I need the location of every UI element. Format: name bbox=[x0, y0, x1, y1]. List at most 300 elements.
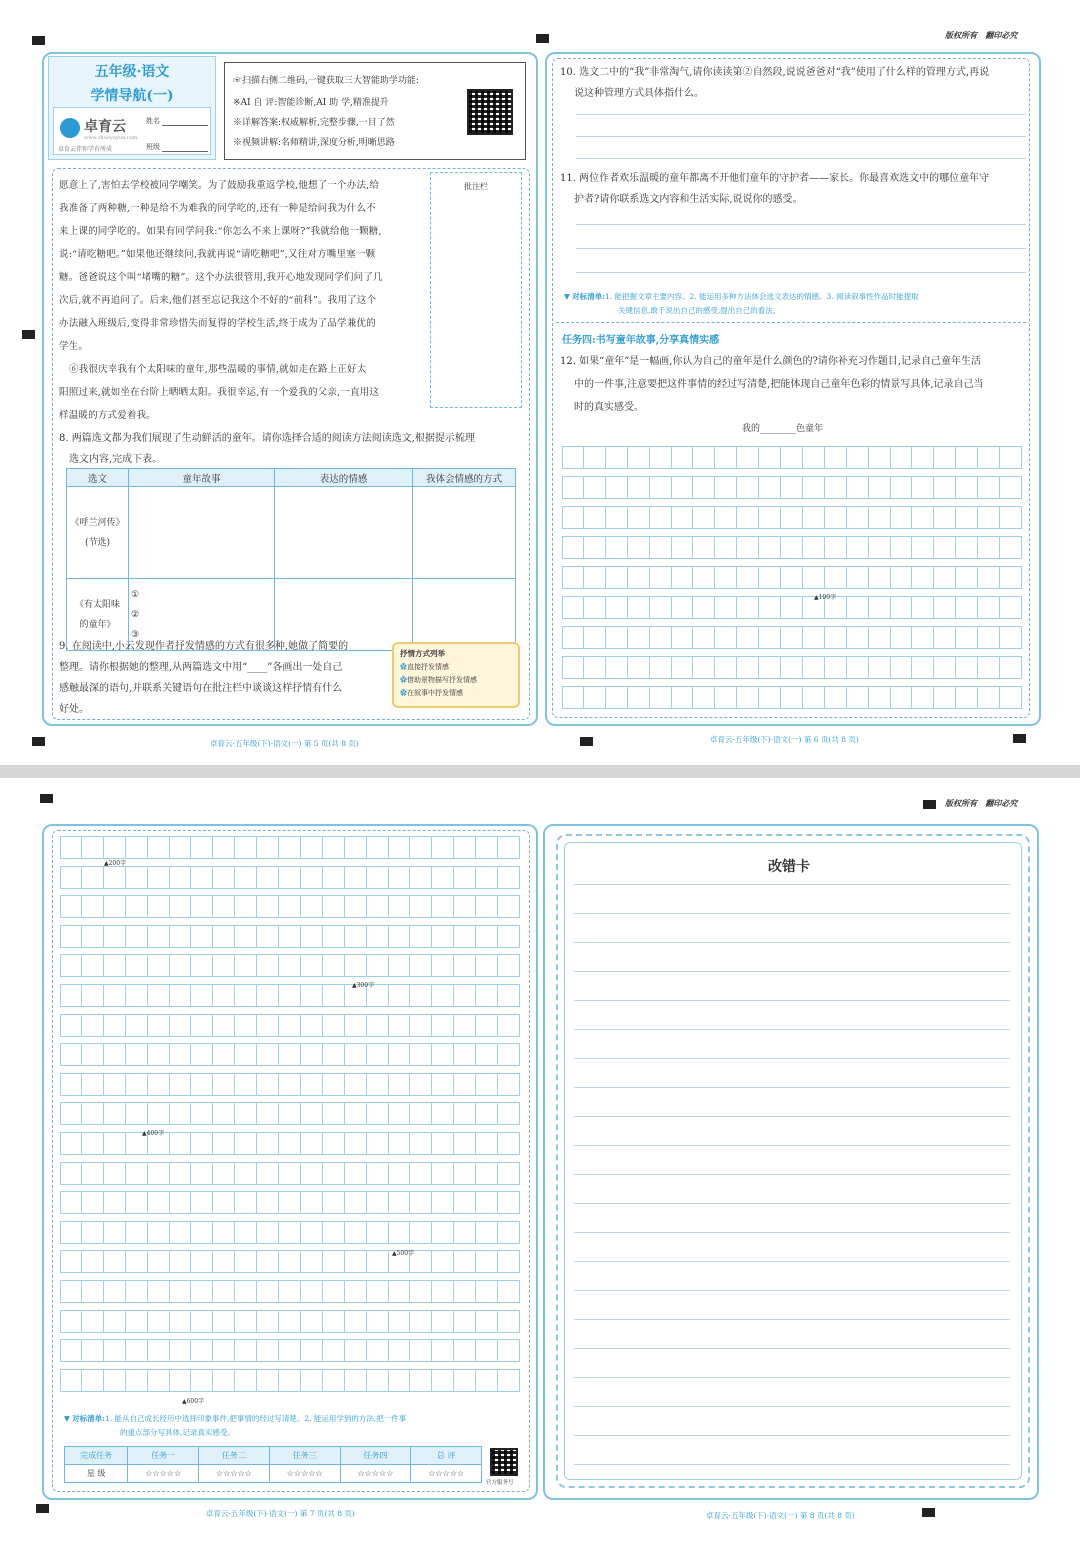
grid-cell[interactable] bbox=[323, 836, 345, 859]
star-rating[interactable]: ☆☆☆☆☆ bbox=[340, 1465, 411, 1483]
grid-cell[interactable] bbox=[257, 1339, 279, 1362]
grid-cell[interactable] bbox=[584, 566, 606, 589]
grid-cell[interactable] bbox=[389, 1191, 411, 1214]
grid-cell[interactable] bbox=[279, 925, 301, 948]
grid-cell[interactable] bbox=[759, 566, 781, 589]
grid-cell[interactable] bbox=[213, 1043, 235, 1066]
grid-cell[interactable] bbox=[104, 1369, 126, 1392]
grid-cell[interactable] bbox=[956, 686, 978, 709]
grid-cell[interactable] bbox=[301, 984, 323, 1007]
grid-cell[interactable] bbox=[803, 626, 825, 649]
grid-cell[interactable] bbox=[869, 476, 891, 499]
grid-cell[interactable] bbox=[562, 446, 584, 469]
grid-cell[interactable] bbox=[454, 1043, 476, 1066]
grid-cell[interactable] bbox=[82, 954, 104, 977]
grid-cell[interactable] bbox=[825, 506, 847, 529]
grid-cell[interactable] bbox=[235, 1102, 257, 1125]
grid-cell[interactable] bbox=[301, 895, 323, 918]
grid-cell[interactable] bbox=[82, 1280, 104, 1303]
grid-cell[interactable] bbox=[104, 895, 126, 918]
grid-cell[interactable] bbox=[82, 895, 104, 918]
grid-cell[interactable] bbox=[432, 836, 454, 859]
grid-cell[interactable] bbox=[650, 596, 672, 619]
grid-cell[interactable] bbox=[126, 866, 148, 889]
grid-cell[interactable] bbox=[759, 536, 781, 559]
grid-cell[interactable] bbox=[170, 925, 192, 948]
grid-cell[interactable] bbox=[279, 836, 301, 859]
grid-cell[interactable] bbox=[213, 1132, 235, 1155]
grid-cell[interactable] bbox=[869, 446, 891, 469]
grid-cell[interactable] bbox=[257, 984, 279, 1007]
grid-cell[interactable] bbox=[213, 895, 235, 918]
grid-cell[interactable] bbox=[650, 626, 672, 649]
grid-cell[interactable] bbox=[432, 1043, 454, 1066]
grid-cell[interactable] bbox=[606, 656, 628, 679]
grid-cell[interactable] bbox=[301, 1369, 323, 1392]
grid-cell[interactable] bbox=[628, 686, 650, 709]
grid-cell[interactable] bbox=[934, 656, 956, 679]
grid-cell[interactable] bbox=[454, 1369, 476, 1392]
grid-cell[interactable] bbox=[476, 1250, 498, 1273]
answer-line[interactable] bbox=[576, 158, 1026, 159]
grid-cell[interactable] bbox=[891, 596, 913, 619]
grid-cell[interactable] bbox=[956, 506, 978, 529]
grid-cell[interactable] bbox=[345, 954, 367, 977]
grid-cell[interactable] bbox=[60, 1102, 82, 1125]
grid-cell[interactable] bbox=[803, 536, 825, 559]
grid-cell[interactable] bbox=[213, 1221, 235, 1244]
grid-cell[interactable] bbox=[628, 656, 650, 679]
grid-cell[interactable] bbox=[126, 1043, 148, 1066]
grid-cell[interactable] bbox=[213, 925, 235, 948]
grid-cell[interactable] bbox=[367, 1162, 389, 1185]
grid-cell[interactable] bbox=[60, 925, 82, 948]
grid-cell[interactable] bbox=[562, 686, 584, 709]
grid-cell[interactable] bbox=[628, 626, 650, 649]
grid-cell[interactable] bbox=[978, 686, 1000, 709]
grid-cell[interactable] bbox=[606, 446, 628, 469]
grid-cell[interactable] bbox=[82, 1162, 104, 1185]
grid-cell[interactable] bbox=[781, 506, 803, 529]
grid-cell[interactable] bbox=[191, 984, 213, 1007]
grid-cell[interactable] bbox=[891, 476, 913, 499]
grid-cell[interactable] bbox=[213, 954, 235, 977]
grid-cell[interactable] bbox=[978, 536, 1000, 559]
grid-cell[interactable] bbox=[367, 1043, 389, 1066]
grid-cell[interactable] bbox=[759, 596, 781, 619]
grid-cell[interactable] bbox=[104, 866, 126, 889]
grid-cell[interactable] bbox=[60, 836, 82, 859]
grid-cell[interactable] bbox=[367, 1221, 389, 1244]
grid-cell[interactable] bbox=[389, 954, 411, 977]
grid-cell[interactable] bbox=[213, 984, 235, 1007]
grid-cell[interactable] bbox=[956, 476, 978, 499]
grid-cell[interactable] bbox=[803, 506, 825, 529]
grid-cell[interactable] bbox=[279, 984, 301, 1007]
grid-cell[interactable] bbox=[170, 1162, 192, 1185]
grid-cell[interactable] bbox=[170, 1102, 192, 1125]
grid-cell[interactable] bbox=[301, 1073, 323, 1096]
grid-cell[interactable] bbox=[432, 1221, 454, 1244]
grid-cell[interactable] bbox=[410, 1073, 432, 1096]
grid-cell[interactable] bbox=[650, 686, 672, 709]
grid-cell[interactable] bbox=[82, 866, 104, 889]
grid-cell[interactable] bbox=[148, 1191, 170, 1214]
grid-cell[interactable] bbox=[104, 1280, 126, 1303]
grid-cell[interactable] bbox=[869, 506, 891, 529]
grid-cell[interactable] bbox=[170, 1073, 192, 1096]
grid-cell[interactable] bbox=[562, 626, 584, 649]
grid-cell[interactable] bbox=[978, 566, 1000, 589]
grid-cell[interactable] bbox=[389, 895, 411, 918]
grid-cell[interactable] bbox=[235, 836, 257, 859]
grid-cell[interactable] bbox=[934, 566, 956, 589]
grid-cell[interactable] bbox=[345, 1102, 367, 1125]
grid-cell[interactable] bbox=[60, 1191, 82, 1214]
grid-cell[interactable] bbox=[148, 954, 170, 977]
grid-cell[interactable] bbox=[1000, 626, 1022, 649]
grid-cell[interactable] bbox=[693, 536, 715, 559]
grid-cell[interactable] bbox=[825, 626, 847, 649]
grid-cell[interactable] bbox=[584, 626, 606, 649]
grid-cell[interactable] bbox=[1000, 536, 1022, 559]
grid-cell[interactable] bbox=[82, 1221, 104, 1244]
grid-cell[interactable] bbox=[454, 1132, 476, 1155]
grid-cell[interactable] bbox=[389, 1014, 411, 1037]
grid-cell[interactable] bbox=[323, 925, 345, 948]
correction-line[interactable] bbox=[574, 1232, 1010, 1233]
grid-cell[interactable] bbox=[60, 895, 82, 918]
grid-cell[interactable] bbox=[432, 1310, 454, 1333]
grid-cell[interactable] bbox=[628, 536, 650, 559]
grid-cell[interactable] bbox=[257, 836, 279, 859]
correction-line[interactable] bbox=[574, 913, 1010, 914]
grid-cell[interactable] bbox=[389, 866, 411, 889]
grid-cell[interactable] bbox=[104, 1339, 126, 1362]
grid-cell[interactable] bbox=[498, 1339, 520, 1362]
grid-cell[interactable] bbox=[410, 866, 432, 889]
grid-cell[interactable] bbox=[148, 1162, 170, 1185]
grid-cell[interactable] bbox=[410, 1310, 432, 1333]
grid-cell[interactable] bbox=[126, 1339, 148, 1362]
grid-cell[interactable] bbox=[693, 626, 715, 649]
grid-cell[interactable] bbox=[847, 596, 869, 619]
grid-cell[interactable] bbox=[60, 1280, 82, 1303]
grid-cell[interactable] bbox=[148, 1310, 170, 1333]
grid-cell[interactable] bbox=[454, 1162, 476, 1185]
grid-cell[interactable] bbox=[279, 1369, 301, 1392]
grid-cell[interactable] bbox=[323, 1073, 345, 1096]
grid-cell[interactable] bbox=[60, 866, 82, 889]
grid-cell[interactable] bbox=[672, 596, 694, 619]
grid-cell[interactable] bbox=[759, 476, 781, 499]
grid-cell[interactable] bbox=[213, 1339, 235, 1362]
grid-cell[interactable] bbox=[170, 1310, 192, 1333]
grid-cell[interactable] bbox=[476, 836, 498, 859]
grid-cell[interactable] bbox=[410, 1280, 432, 1303]
grid-cell[interactable] bbox=[432, 984, 454, 1007]
grid-cell[interactable] bbox=[498, 895, 520, 918]
grid-cell[interactable] bbox=[454, 954, 476, 977]
grid-cell[interactable] bbox=[148, 925, 170, 948]
grid-cell[interactable] bbox=[803, 476, 825, 499]
grid-cell[interactable] bbox=[104, 1250, 126, 1273]
grid-cell[interactable] bbox=[825, 446, 847, 469]
grid-cell[interactable] bbox=[715, 626, 737, 649]
grid-cell[interactable] bbox=[213, 1162, 235, 1185]
grid-cell[interactable] bbox=[301, 866, 323, 889]
grid-cell[interactable] bbox=[257, 1191, 279, 1214]
grid-cell[interactable] bbox=[367, 1369, 389, 1392]
grid-cell[interactable] bbox=[82, 1102, 104, 1125]
grid-cell[interactable] bbox=[476, 1221, 498, 1244]
grid-cell[interactable] bbox=[934, 476, 956, 499]
grid-cell[interactable] bbox=[60, 1043, 82, 1066]
grid-cell[interactable] bbox=[410, 836, 432, 859]
grid-cell[interactable] bbox=[672, 686, 694, 709]
grid-cell[interactable] bbox=[476, 895, 498, 918]
grid-cell[interactable] bbox=[279, 866, 301, 889]
grid-cell[interactable] bbox=[781, 446, 803, 469]
grid-cell[interactable] bbox=[126, 1102, 148, 1125]
grid-cell[interactable] bbox=[606, 476, 628, 499]
grid-cell[interactable] bbox=[82, 1191, 104, 1214]
grid-cell[interactable] bbox=[279, 895, 301, 918]
grid-cell[interactable] bbox=[715, 686, 737, 709]
grid-cell[interactable] bbox=[191, 1310, 213, 1333]
grid-cell[interactable] bbox=[869, 656, 891, 679]
grid-cell[interactable] bbox=[847, 446, 869, 469]
grid-cell[interactable] bbox=[389, 984, 411, 1007]
correction-line[interactable] bbox=[574, 1058, 1010, 1059]
grid-cell[interactable] bbox=[170, 895, 192, 918]
answer-cell[interactable]: ① ② ③ bbox=[129, 579, 275, 651]
grid-cell[interactable] bbox=[606, 596, 628, 619]
grid-cell[interactable] bbox=[235, 1221, 257, 1244]
answer-cell[interactable] bbox=[413, 579, 516, 651]
grid-cell[interactable] bbox=[235, 925, 257, 948]
grid-cell[interactable] bbox=[191, 1221, 213, 1244]
grid-cell[interactable] bbox=[693, 566, 715, 589]
grid-cell[interactable] bbox=[432, 1369, 454, 1392]
grid-cell[interactable] bbox=[956, 446, 978, 469]
grid-cell[interactable] bbox=[257, 895, 279, 918]
grid-cell[interactable] bbox=[410, 1221, 432, 1244]
grid-cell[interactable] bbox=[257, 1162, 279, 1185]
grid-cell[interactable] bbox=[257, 1102, 279, 1125]
grid-cell[interactable] bbox=[737, 626, 759, 649]
grid-cell[interactable] bbox=[410, 1339, 432, 1362]
grid-cell[interactable] bbox=[432, 1102, 454, 1125]
grid-cell[interactable] bbox=[978, 656, 1000, 679]
grid-cell[interactable] bbox=[1000, 446, 1022, 469]
grid-cell[interactable] bbox=[562, 596, 584, 619]
grid-cell[interactable] bbox=[345, 1221, 367, 1244]
grid-cell[interactable] bbox=[367, 1102, 389, 1125]
grid-cell[interactable] bbox=[715, 476, 737, 499]
answer-cell[interactable] bbox=[275, 487, 413, 579]
grid-cell[interactable] bbox=[279, 1280, 301, 1303]
grid-cell[interactable] bbox=[410, 1014, 432, 1037]
grid-cell[interactable] bbox=[170, 1339, 192, 1362]
correction-line[interactable] bbox=[574, 1377, 1010, 1378]
grid-cell[interactable] bbox=[650, 536, 672, 559]
grid-cell[interactable] bbox=[781, 536, 803, 559]
grid-cell[interactable] bbox=[389, 1132, 411, 1155]
grid-cell[interactable] bbox=[367, 1014, 389, 1037]
grid-cell[interactable] bbox=[345, 836, 367, 859]
grid-cell[interactable] bbox=[650, 446, 672, 469]
grid-cell[interactable] bbox=[803, 566, 825, 589]
grid-cell[interactable] bbox=[345, 1132, 367, 1155]
grid-cell[interactable] bbox=[476, 954, 498, 977]
star-rating[interactable]: ☆☆☆☆☆ bbox=[128, 1465, 199, 1483]
grid-cell[interactable] bbox=[410, 1191, 432, 1214]
grid-cell[interactable] bbox=[803, 686, 825, 709]
grid-cell[interactable] bbox=[345, 1310, 367, 1333]
grid-cell[interactable] bbox=[759, 446, 781, 469]
grid-cell[interactable] bbox=[956, 596, 978, 619]
answer-line[interactable] bbox=[576, 136, 1026, 137]
grid-cell[interactable] bbox=[345, 1043, 367, 1066]
star-rating[interactable]: ☆☆☆☆☆ bbox=[411, 1465, 482, 1483]
grid-cell[interactable] bbox=[562, 476, 584, 499]
grid-cell[interactable] bbox=[476, 1073, 498, 1096]
grid-cell[interactable] bbox=[410, 984, 432, 1007]
grid-cell[interactable] bbox=[235, 1073, 257, 1096]
grid-cell[interactable] bbox=[869, 536, 891, 559]
grid-cell[interactable] bbox=[432, 1191, 454, 1214]
grid-cell[interactable] bbox=[498, 1310, 520, 1333]
grid-cell[interactable] bbox=[584, 686, 606, 709]
grid-cell[interactable] bbox=[869, 566, 891, 589]
grid-cell[interactable] bbox=[82, 1250, 104, 1273]
grid-cell[interactable] bbox=[60, 984, 82, 1007]
grid-cell[interactable] bbox=[389, 1339, 411, 1362]
grid-cell[interactable] bbox=[82, 1369, 104, 1392]
grid-cell[interactable] bbox=[672, 446, 694, 469]
answer-line[interactable] bbox=[576, 224, 1026, 225]
grid-cell[interactable] bbox=[323, 1102, 345, 1125]
grid-cell[interactable] bbox=[235, 1014, 257, 1037]
grid-cell[interactable] bbox=[693, 446, 715, 469]
grid-cell[interactable] bbox=[191, 1162, 213, 1185]
grid-cell[interactable] bbox=[235, 1339, 257, 1362]
grid-cell[interactable] bbox=[345, 1191, 367, 1214]
grid-cell[interactable] bbox=[213, 836, 235, 859]
grid-cell[interactable] bbox=[301, 925, 323, 948]
grid-cell[interactable] bbox=[367, 836, 389, 859]
grid-cell[interactable] bbox=[235, 1369, 257, 1392]
grid-cell[interactable] bbox=[170, 1132, 192, 1155]
grid-cell[interactable] bbox=[170, 836, 192, 859]
grid-cell[interactable] bbox=[432, 954, 454, 977]
grid-cell[interactable] bbox=[82, 984, 104, 1007]
grid-cell[interactable] bbox=[737, 476, 759, 499]
grid-cell[interactable] bbox=[476, 1280, 498, 1303]
grid-cell[interactable] bbox=[628, 446, 650, 469]
grid-cell[interactable] bbox=[170, 1014, 192, 1037]
grid-cell[interactable] bbox=[301, 1250, 323, 1273]
grid-cell[interactable] bbox=[389, 925, 411, 948]
grid-cell[interactable] bbox=[345, 1280, 367, 1303]
grid-cell[interactable] bbox=[191, 866, 213, 889]
grid-cell[interactable] bbox=[454, 1221, 476, 1244]
grid-cell[interactable] bbox=[891, 626, 913, 649]
grid-cell[interactable] bbox=[389, 1073, 411, 1096]
grid-cell[interactable] bbox=[869, 596, 891, 619]
grid-cell[interactable] bbox=[978, 446, 1000, 469]
grid-cell[interactable] bbox=[104, 1102, 126, 1125]
grid-cell[interactable] bbox=[126, 1250, 148, 1273]
grid-cell[interactable] bbox=[170, 1043, 192, 1066]
grid-cell[interactable] bbox=[628, 566, 650, 589]
correction-line[interactable] bbox=[574, 884, 1010, 885]
grid-cell[interactable] bbox=[476, 1043, 498, 1066]
grid-cell[interactable] bbox=[498, 984, 520, 1007]
grid-cell[interactable] bbox=[279, 1132, 301, 1155]
grid-cell[interactable] bbox=[476, 866, 498, 889]
grid-cell[interactable] bbox=[715, 656, 737, 679]
grid-cell[interactable] bbox=[759, 506, 781, 529]
correction-line[interactable] bbox=[574, 971, 1010, 972]
grid-cell[interactable] bbox=[82, 1132, 104, 1155]
grid-cell[interactable] bbox=[235, 1132, 257, 1155]
grid-cell[interactable] bbox=[781, 656, 803, 679]
grid-cell[interactable] bbox=[410, 895, 432, 918]
grid-cell[interactable] bbox=[191, 1191, 213, 1214]
grid-cell[interactable] bbox=[301, 1339, 323, 1362]
grid-cell[interactable] bbox=[1000, 506, 1022, 529]
grid-cell[interactable] bbox=[148, 895, 170, 918]
grid-cell[interactable] bbox=[301, 1102, 323, 1125]
grid-cell[interactable] bbox=[126, 895, 148, 918]
correction-line[interactable] bbox=[574, 942, 1010, 943]
grid-cell[interactable] bbox=[934, 596, 956, 619]
grid-cell[interactable] bbox=[715, 446, 737, 469]
grid-cell[interactable] bbox=[912, 476, 934, 499]
grid-cell[interactable] bbox=[650, 476, 672, 499]
grid-cell[interactable] bbox=[584, 656, 606, 679]
grid-cell[interactable] bbox=[235, 866, 257, 889]
grid-cell[interactable] bbox=[82, 1043, 104, 1066]
grid-cell[interactable] bbox=[476, 984, 498, 1007]
grid-cell[interactable] bbox=[912, 626, 934, 649]
grid-cell[interactable] bbox=[454, 836, 476, 859]
grid-cell[interactable] bbox=[912, 656, 934, 679]
grid-cell[interactable] bbox=[934, 626, 956, 649]
grid-cell[interactable] bbox=[235, 954, 257, 977]
correction-line[interactable] bbox=[574, 1029, 1010, 1030]
grid-cell[interactable] bbox=[498, 866, 520, 889]
grid-cell[interactable] bbox=[367, 925, 389, 948]
grid-cell[interactable] bbox=[301, 1280, 323, 1303]
grid-cell[interactable] bbox=[213, 1014, 235, 1037]
grid-cell[interactable] bbox=[367, 1191, 389, 1214]
grid-cell[interactable] bbox=[737, 536, 759, 559]
grid-cell[interactable] bbox=[847, 626, 869, 649]
grid-cell[interactable] bbox=[126, 1014, 148, 1037]
grid-cell[interactable] bbox=[170, 1191, 192, 1214]
grid-cell[interactable] bbox=[279, 1310, 301, 1333]
grid-cell[interactable] bbox=[454, 1073, 476, 1096]
grid-cell[interactable] bbox=[148, 1250, 170, 1273]
grid-cell[interactable] bbox=[737, 566, 759, 589]
grid-cell[interactable] bbox=[60, 1132, 82, 1155]
grid-cell[interactable] bbox=[978, 506, 1000, 529]
grid-cell[interactable] bbox=[934, 446, 956, 469]
grid-cell[interactable] bbox=[978, 476, 1000, 499]
